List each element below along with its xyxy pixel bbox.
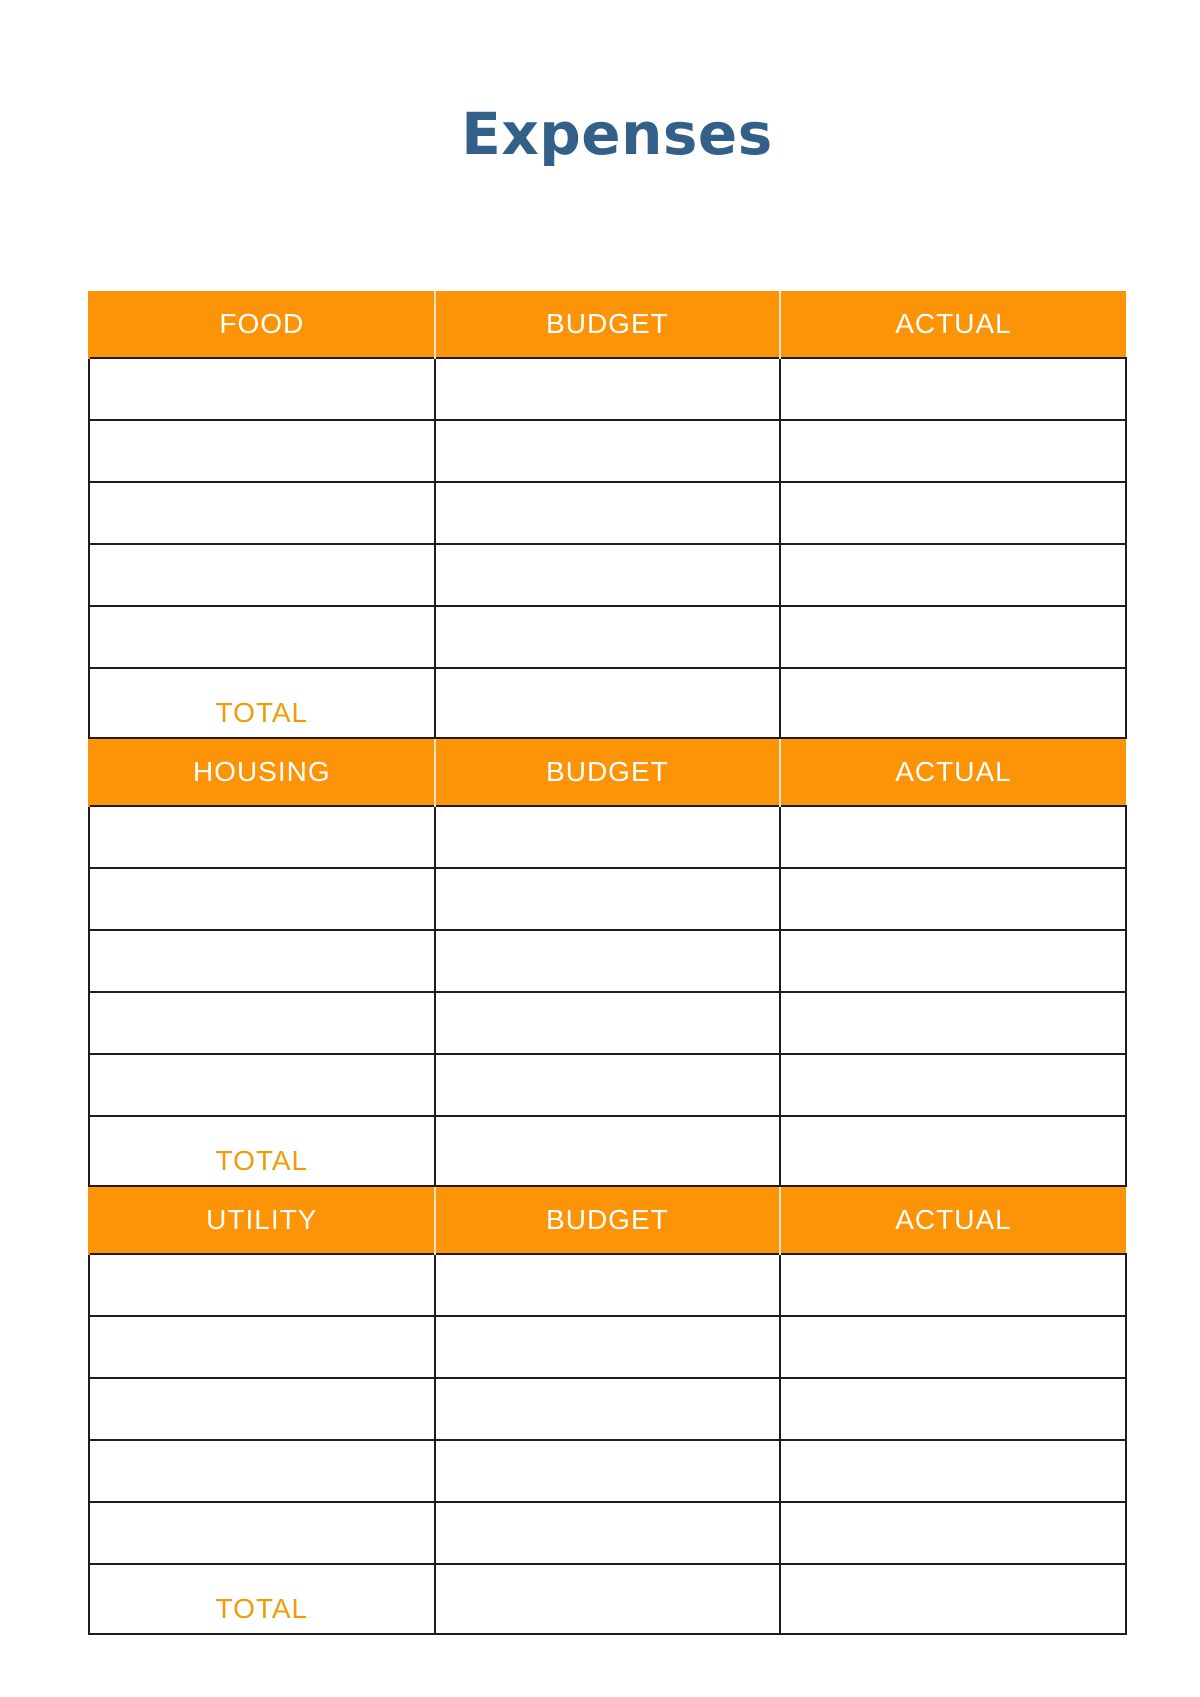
- item-cell[interactable]: [89, 1378, 435, 1440]
- budget-cell[interactable]: [435, 358, 781, 420]
- actual-cell[interactable]: [780, 1440, 1126, 1502]
- table-row: [89, 992, 1126, 1054]
- total-actual-cell[interactable]: [780, 1564, 1126, 1634]
- budget-cell[interactable]: [435, 420, 781, 482]
- actual-cell[interactable]: [780, 606, 1126, 668]
- item-cell[interactable]: [89, 930, 435, 992]
- table-row: [89, 420, 1126, 482]
- header-budget: BUDGET: [435, 291, 781, 358]
- header-budget: BUDGET: [435, 739, 781, 806]
- header-category: HOUSING: [89, 739, 435, 806]
- budget-cell[interactable]: [435, 1440, 781, 1502]
- header-actual: ACTUAL: [780, 1187, 1126, 1254]
- total-actual-cell[interactable]: [780, 668, 1126, 738]
- item-cell[interactable]: [89, 992, 435, 1054]
- total-row: [89, 1116, 1126, 1186]
- actual-cell[interactable]: [780, 1254, 1126, 1316]
- budget-cell[interactable]: [435, 992, 781, 1054]
- table-row: [89, 930, 1126, 992]
- header-category: FOOD: [89, 291, 435, 358]
- header-actual: ACTUAL: [780, 291, 1126, 358]
- total-label: TOTAL: [89, 1564, 435, 1634]
- budget-cell[interactable]: [435, 1502, 781, 1564]
- table-row: [89, 606, 1126, 668]
- actual-cell[interactable]: [780, 358, 1126, 420]
- table-header-row: [89, 1187, 1126, 1254]
- budget-cell[interactable]: [435, 868, 781, 930]
- table-header-row: [89, 291, 1126, 358]
- actual-cell[interactable]: [780, 1378, 1126, 1440]
- budget-cell[interactable]: [435, 1254, 781, 1316]
- budget-cell[interactable]: [435, 1378, 781, 1440]
- table-row: [89, 1378, 1126, 1440]
- table-row: [89, 1502, 1126, 1564]
- total-budget-cell[interactable]: [435, 668, 781, 738]
- table-row: [89, 806, 1126, 868]
- table-row: [89, 1054, 1126, 1116]
- item-cell[interactable]: [89, 1316, 435, 1378]
- table-row: [89, 868, 1126, 930]
- budget-cell[interactable]: [435, 806, 781, 868]
- utility-table: [88, 1187, 1127, 1635]
- actual-cell[interactable]: [780, 1502, 1126, 1564]
- actual-cell[interactable]: [780, 806, 1126, 868]
- header-category: UTILITY: [89, 1187, 435, 1254]
- table-row: [89, 358, 1126, 420]
- table-row: [89, 1316, 1126, 1378]
- item-cell[interactable]: [89, 868, 435, 930]
- item-cell[interactable]: [89, 544, 435, 606]
- actual-cell[interactable]: [780, 420, 1126, 482]
- budget-cell[interactable]: [435, 544, 781, 606]
- item-cell[interactable]: [89, 1054, 435, 1116]
- table-row: [89, 482, 1126, 544]
- table-row: [89, 1254, 1126, 1316]
- page-title: Expenses: [461, 100, 773, 168]
- header-actual: ACTUAL: [780, 739, 1126, 806]
- item-cell[interactable]: [89, 806, 435, 868]
- budget-cell[interactable]: [435, 1054, 781, 1116]
- actual-cell[interactable]: [780, 992, 1126, 1054]
- budget-cell[interactable]: [435, 606, 781, 668]
- item-cell[interactable]: [89, 420, 435, 482]
- total-row: [89, 668, 1126, 738]
- header-budget: BUDGET: [435, 1187, 781, 1254]
- budget-cell[interactable]: [435, 1316, 781, 1378]
- table-header-row: [89, 739, 1126, 806]
- total-row: [89, 1564, 1126, 1634]
- total-budget-cell[interactable]: [435, 1564, 781, 1634]
- actual-cell[interactable]: [780, 868, 1126, 930]
- item-cell[interactable]: [89, 482, 435, 544]
- budget-cell[interactable]: [435, 930, 781, 992]
- total-label: TOTAL: [89, 668, 435, 738]
- food-table: [88, 291, 1127, 739]
- table-row: [89, 1440, 1126, 1502]
- total-budget-cell[interactable]: [435, 1116, 781, 1186]
- actual-cell[interactable]: [780, 482, 1126, 544]
- actual-cell[interactable]: [780, 1316, 1126, 1378]
- item-cell[interactable]: [89, 1440, 435, 1502]
- actual-cell[interactable]: [780, 930, 1126, 992]
- item-cell[interactable]: [89, 1254, 435, 1316]
- housing-table: [88, 739, 1127, 1187]
- total-actual-cell[interactable]: [780, 1116, 1126, 1186]
- total-label: TOTAL: [89, 1116, 435, 1186]
- item-cell[interactable]: [89, 606, 435, 668]
- actual-cell[interactable]: [780, 544, 1126, 606]
- item-cell[interactable]: [89, 358, 435, 420]
- item-cell[interactable]: [89, 1502, 435, 1564]
- table-row: [89, 544, 1126, 606]
- budget-cell[interactable]: [435, 482, 781, 544]
- actual-cell[interactable]: [780, 1054, 1126, 1116]
